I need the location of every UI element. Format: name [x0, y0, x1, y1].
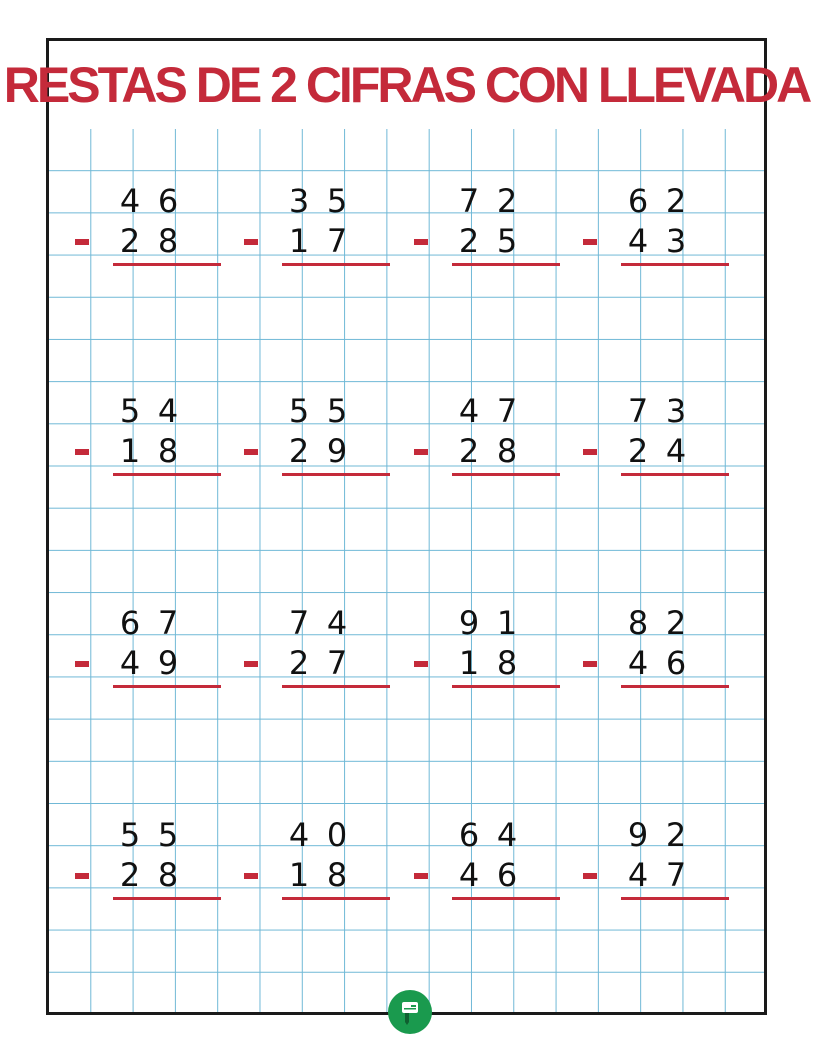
minus-sign-icon [244, 873, 258, 879]
minus-sign-icon [583, 239, 597, 245]
worksheet-frame [3, 38, 810, 1015]
minuend [450, 391, 526, 431]
digit: 4 [119, 182, 141, 220]
subtraction-problem [240, 181, 370, 273]
digit: 2 [496, 182, 518, 220]
subtraction-problem [579, 181, 709, 273]
digit: 4 [627, 222, 649, 260]
digit: 6 [458, 816, 480, 854]
digit: 5 [119, 816, 141, 854]
minuend [280, 181, 356, 221]
digit: 9 [326, 432, 348, 470]
subtraction-problem [71, 181, 201, 273]
minuend [111, 815, 187, 855]
digit: 0 [326, 816, 348, 854]
subtraction-problem [240, 391, 370, 483]
digit: 1 [288, 856, 310, 894]
minuend [111, 391, 187, 431]
answer-line [282, 897, 390, 900]
minus-sign-icon [583, 661, 597, 667]
subtrahend [280, 643, 356, 683]
digit: 8 [326, 856, 348, 894]
subtrahend [619, 855, 695, 895]
digit: 5 [119, 392, 141, 430]
digit: 8 [496, 432, 518, 470]
digit: 2 [288, 644, 310, 682]
subtrahend [450, 431, 526, 471]
subtraction-problem [410, 603, 540, 695]
digit: 6 [496, 856, 518, 894]
subtrahend [450, 221, 526, 261]
digit: 2 [458, 432, 480, 470]
answer-line [282, 473, 390, 476]
digit: 8 [157, 222, 179, 260]
minus-sign-icon [75, 873, 89, 879]
digit: 5 [326, 392, 348, 430]
pencil-logo-icon [397, 999, 423, 1025]
digit: 2 [665, 182, 687, 220]
digit: 2 [458, 222, 480, 260]
digit: 5 [496, 222, 518, 260]
digit: 4 [665, 432, 687, 470]
digit: 4 [119, 644, 141, 682]
subtraction-problem [71, 391, 201, 483]
minuend [450, 603, 526, 643]
digit: 9 [627, 816, 649, 854]
answer-line [452, 897, 560, 900]
digit: 7 [665, 856, 687, 894]
minus-sign-icon [583, 873, 597, 879]
digit: 2 [119, 222, 141, 260]
digit: 1 [288, 222, 310, 260]
digit: 5 [326, 182, 348, 220]
digit: 9 [458, 604, 480, 642]
digit: 3 [288, 182, 310, 220]
minuend [280, 391, 356, 431]
answer-line [113, 897, 221, 900]
publisher-logo [388, 990, 432, 1034]
minus-sign-icon [414, 873, 428, 879]
subtraction-problem [240, 815, 370, 907]
subtraction-problem [579, 603, 709, 695]
digit: 2 [288, 432, 310, 470]
digit: 8 [157, 856, 179, 894]
subtraction-problem [240, 603, 370, 695]
digit: 4 [458, 392, 480, 430]
digit: 3 [665, 392, 687, 430]
minus-sign-icon [75, 449, 89, 455]
answer-line [452, 263, 560, 266]
digit: 2 [627, 432, 649, 470]
subtraction-problem [579, 391, 709, 483]
digit: 4 [627, 856, 649, 894]
minuend [280, 815, 356, 855]
minuend [619, 391, 695, 431]
digit: 1 [119, 432, 141, 470]
digit: 7 [496, 392, 518, 430]
digit: 7 [157, 604, 179, 642]
answer-line [113, 263, 221, 266]
digit: 4 [627, 644, 649, 682]
answer-line [452, 685, 560, 688]
minuend [450, 815, 526, 855]
answer-line [282, 685, 390, 688]
subtraction-problem [579, 815, 709, 907]
digit: 1 [496, 604, 518, 642]
digit: 7 [326, 644, 348, 682]
digit: 6 [119, 604, 141, 642]
digit: 6 [157, 182, 179, 220]
digit: 8 [496, 644, 518, 682]
digit: 4 [326, 604, 348, 642]
subtrahend [619, 643, 695, 683]
worksheet-title: RESTAS DE 2 CIFRAS CON LLEVADA [3, 57, 810, 113]
minuend [619, 603, 695, 643]
minus-sign-icon [244, 239, 258, 245]
minus-sign-icon [75, 239, 89, 245]
subtrahend [280, 855, 356, 895]
subtrahend [280, 221, 356, 261]
digit: 7 [458, 182, 480, 220]
minuend [111, 181, 187, 221]
subtraction-problem [410, 815, 540, 907]
digit: 7 [288, 604, 310, 642]
digit: 5 [288, 392, 310, 430]
subtraction-problem [410, 391, 540, 483]
digit: 1 [458, 644, 480, 682]
answer-line [113, 685, 221, 688]
subtrahend [280, 431, 356, 471]
subtrahend [450, 643, 526, 683]
minuend [619, 181, 695, 221]
minuend [280, 603, 356, 643]
subtraction-problem [410, 181, 540, 273]
minus-sign-icon [75, 661, 89, 667]
minuend [450, 181, 526, 221]
digit: 2 [119, 856, 141, 894]
subtrahend [111, 431, 187, 471]
digit: 2 [665, 816, 687, 854]
answer-line [621, 263, 729, 266]
subtrahend [111, 855, 187, 895]
answer-line [452, 473, 560, 476]
minus-sign-icon [583, 449, 597, 455]
minus-sign-icon [414, 449, 428, 455]
answer-line [113, 473, 221, 476]
minus-sign-icon [414, 661, 428, 667]
subtrahend [450, 855, 526, 895]
answer-line [621, 897, 729, 900]
subtrahend [619, 221, 695, 261]
digit: 7 [326, 222, 348, 260]
digit: 4 [458, 856, 480, 894]
digit: 4 [288, 816, 310, 854]
subtraction-problem [71, 815, 201, 907]
digit: 9 [157, 644, 179, 682]
digit: 4 [496, 816, 518, 854]
subtraction-problem [71, 603, 201, 695]
subtrahend [111, 221, 187, 261]
digit: 3 [665, 222, 687, 260]
digit: 7 [627, 392, 649, 430]
minus-sign-icon [244, 449, 258, 455]
answer-line [282, 263, 390, 266]
subtrahend [111, 643, 187, 683]
subtrahend [619, 431, 695, 471]
answer-line [621, 473, 729, 476]
digit: 2 [665, 604, 687, 642]
digit: 8 [627, 604, 649, 642]
digit: 4 [157, 392, 179, 430]
digit: 8 [157, 432, 179, 470]
answer-line [621, 685, 729, 688]
minuend [619, 815, 695, 855]
minuend [111, 603, 187, 643]
digit: 5 [157, 816, 179, 854]
digit: 6 [665, 644, 687, 682]
minus-sign-icon [414, 239, 428, 245]
minus-sign-icon [244, 661, 258, 667]
digit: 6 [627, 182, 649, 220]
